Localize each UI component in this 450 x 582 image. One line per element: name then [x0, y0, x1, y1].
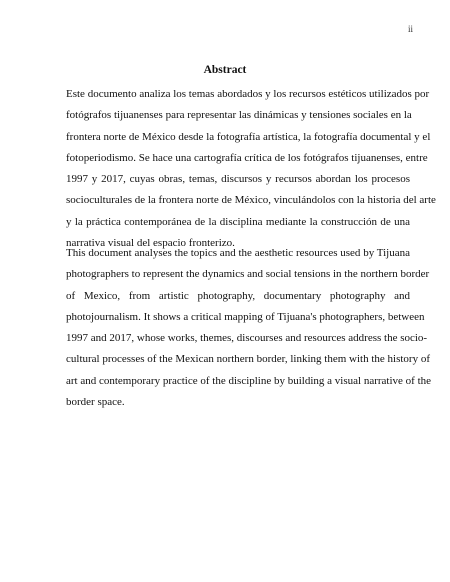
paragraph-line: art and contemporary practice of the discipline by building a visual narrative of the	[66, 374, 432, 387]
paragraph-line: socioculturales de la frontera norte de México, vinculándolos con la historia del arte	[66, 194, 436, 207]
paragraph-line: 1997 and 2017, whose works, themes, discourses and resources address the socio-	[66, 332, 428, 345]
paragraph-line: y la práctica contemporánea de la disciplina mediante la construcción de una	[66, 215, 410, 228]
spanish-abstract-paragraph	[66, 84, 436, 254]
paragraph-line: photojournalism. It shows a critical mapping of Tijuana's photographers, between	[66, 310, 425, 323]
paragraph-line: fotógrafos tijuanenses para representar las dinámicas y tensiones sociales en la	[66, 109, 412, 122]
page-number: ii	[407, 24, 413, 34]
paragraph-line: frontera norte de México desde la fotografía artística, la fotografía documental y el	[66, 130, 431, 143]
abstract-heading: Abstract	[203, 64, 247, 76]
paragraph-line: fotoperiodismo. Se hace una cartografía crítica de los fotógrafos tijuanenses, entre	[66, 151, 428, 164]
paragraph-line: 1997 y 2017, cuyas obras, temas, discursos y recursos abordan los procesos	[66, 173, 410, 186]
paragraph-line: photographers to represent the dynamics and social tensions in the northern border	[66, 268, 430, 281]
paragraph-line: Este documento analiza los temas abordados y los recursos estéticos utilizados por	[66, 88, 430, 100]
paragraph-line: This document analyses the topics and the aesthetic resources used by Tijuana	[66, 247, 410, 259]
paragraph-line: narrativa visual del espacio fronterizo.	[66, 237, 235, 250]
paragraph-line: border space.	[66, 396, 125, 409]
english-abstract-paragraph	[66, 243, 432, 413]
paragraph-line: cultural processes of the Mexican northern border, linking them with the history of	[66, 353, 430, 366]
paragraph-line: of Mexico, from artistic photography, documentary photography and	[66, 289, 410, 302]
